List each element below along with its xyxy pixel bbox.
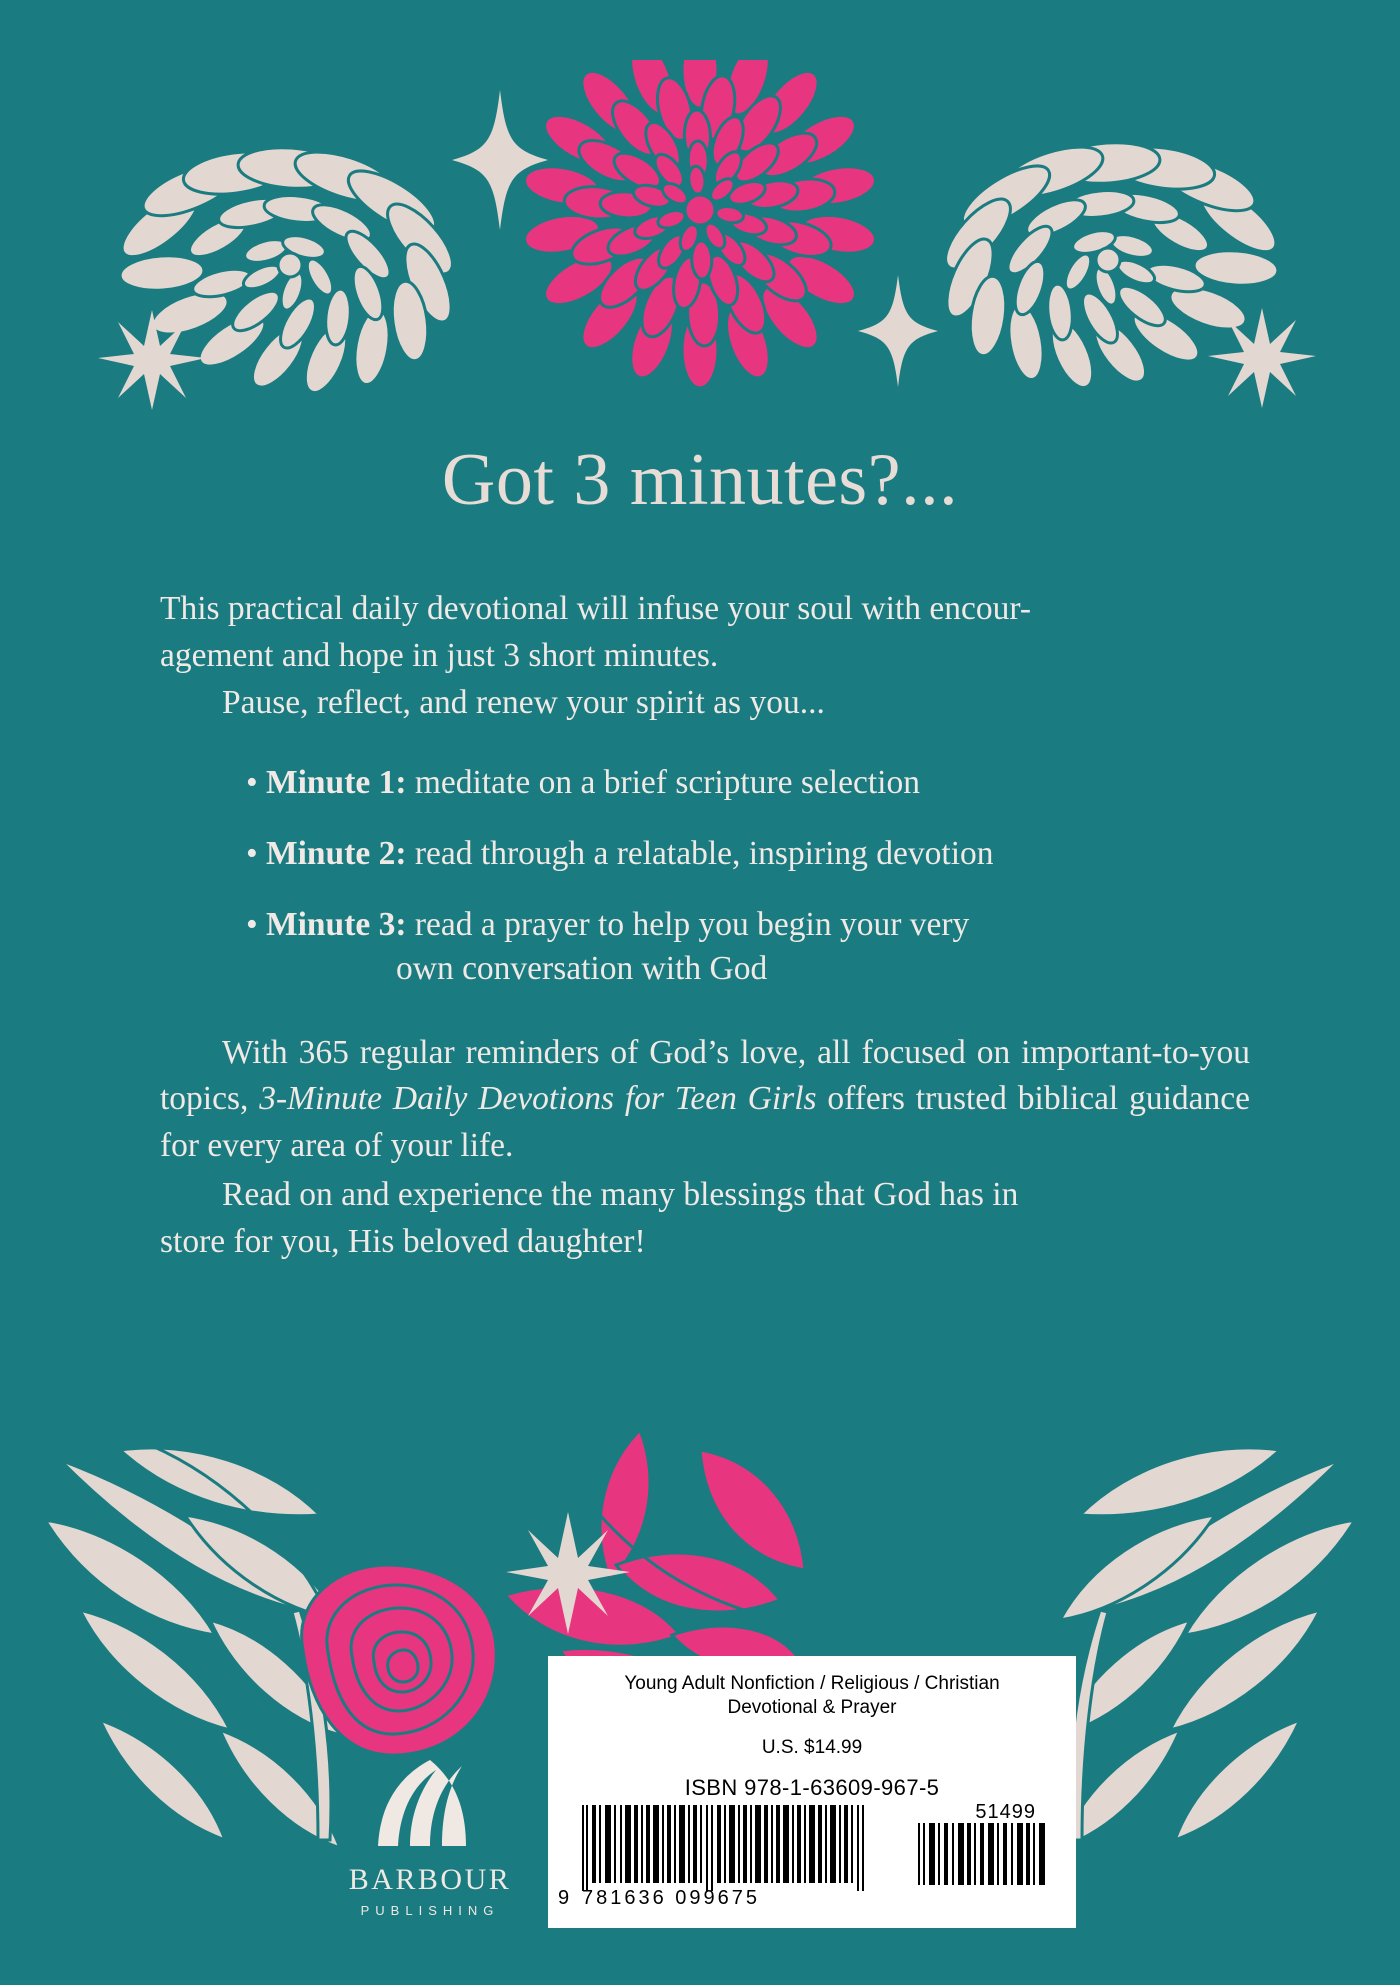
minute-list	[160, 761, 1250, 992]
intro-line-2: agement and hope in just 3 short minutes.	[160, 636, 719, 674]
intro-paragraph	[160, 586, 1250, 727]
summary-part-1: With 365 regular reminders of God’s love, all focused on important-to-you topics,	[160, 1033, 1250, 1118]
minute-text: meditate on a brief scripture selection	[406, 763, 920, 801]
top-floral-decoration	[0, 60, 1400, 420]
minute-text: read through a relatable, inspiring devotion	[406, 834, 994, 872]
bullet-icon: •	[246, 834, 258, 872]
right-leaf-branch-icon	[1060, 1448, 1355, 1848]
list-item	[160, 761, 1250, 805]
left-leaf-branch-icon	[45, 1445, 340, 1848]
list-item	[160, 832, 1250, 876]
publisher-subtitle: PUBLISHING	[360, 1903, 500, 1918]
center-dahlia-icon	[522, 60, 879, 388]
minute-label: Minute 2:	[266, 834, 407, 872]
closing-part-2: store for you, His beloved daughter!	[160, 1223, 646, 1261]
book-title-italic: 3-Minute Daily Devotions for Teen Girls	[259, 1080, 817, 1118]
addon-number: 51499	[975, 1801, 1036, 1824]
ean13-barcode-icon	[582, 1805, 882, 1891]
isbn-label: ISBN 978-1-63609-967-5	[684, 1775, 940, 1801]
page-title: Got 3 minutes?...	[441, 439, 959, 521]
minute-text-continued: own conversation with God	[396, 950, 768, 988]
ean-lead-digit: 9	[558, 1887, 570, 1910]
summary-part-2: offers trusted biblical guidance for every area of your life.	[160, 1080, 1250, 1165]
barbour-wave-icon	[370, 1756, 490, 1852]
ean-digits: 781636 099675	[582, 1887, 761, 1910]
summary-paragraph	[160, 1030, 1250, 1266]
list-item	[160, 903, 1250, 991]
ean5-addon-barcode-icon	[918, 1823, 1048, 1885]
bullet-icon: •	[246, 763, 258, 801]
publisher-name: BARBOUR	[348, 1863, 512, 1896]
bullet-icon: •	[246, 906, 258, 944]
minute-label: Minute 3:	[266, 906, 407, 944]
closing-part-1: Read on and experience the many blessings that God has in	[222, 1176, 1019, 1214]
intro-line-1: This practical daily devotional will infuse your soul with encour-	[160, 590, 1032, 627]
publisher-logo	[330, 1756, 530, 1918]
bisac-category-line-1: Young Adult Nonfiction / Religious / Christian	[624, 1673, 1000, 1694]
description-text	[160, 586, 1250, 1266]
bisac-category-line-2: Devotional & Prayer	[727, 1696, 897, 1718]
price-label: U.S. $14.99	[761, 1737, 863, 1759]
intro-line-3: Pause, reflect, and renew your spirit as you...	[222, 683, 825, 721]
barcode-block	[548, 1656, 1076, 1928]
minute-text: read a prayer to help you begin your very	[406, 906, 970, 944]
minute-label: Minute 1:	[266, 763, 407, 801]
